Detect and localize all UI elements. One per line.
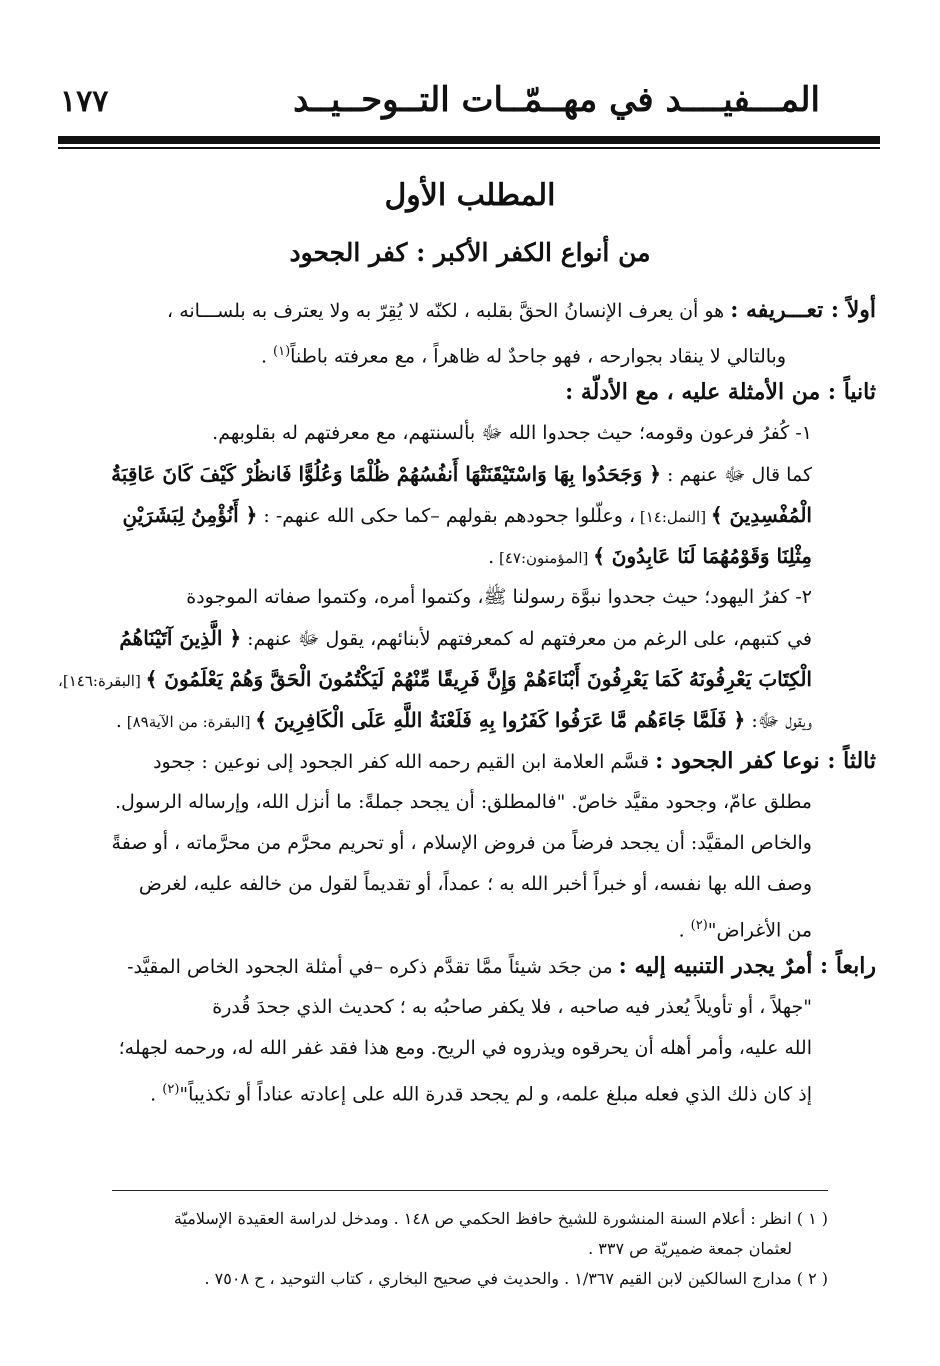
paragraph-text: . [150, 1083, 163, 1106]
footnote-line [80, 1264, 828, 1294]
quran-verse: مِثْلِنَا وَقَوْمُهُمَا لَنَا عَابِدُونَ ﴾ [593, 544, 812, 568]
footnote-text: مدارج السالكين لابن القيم ١/٣٦٧ . والحديث في صحيح البخاري ، كتاب التوحيد ، ح ٧٥٠٨ . [204, 1269, 797, 1288]
paragraph-text: إذ كان ذلك الذي فعله مبلغ علمه، و لم يجحد قدرة الله على إعادته عناداً أو تكذيباً" [179, 1083, 812, 1106]
paragraph-text: ، وعلّلوا جحودهم بقولهم –كما حكى الله عنهم- : [257, 505, 636, 527]
footnote-number: ( ٢ ) [796, 1269, 828, 1288]
quran-verse: ﴿ فَلَمَّا جَاءَهُم مَّا عَرَفُوا كَفَرُوا بِهِ فَلَعْنَةُ اللَّهِ عَلَى الْكَافِرِينَ ﴾ [255, 708, 746, 732]
paragraph-text: "جهلاً ، أو تأويلاً يُعذر فيه صاحبه ، فلا يكفر صاحبُه به ؛ كحديث الذي جحدَ قُدرة [212, 996, 812, 1018]
paragraph-line [58, 659, 876, 700]
paragraph-line [66, 331, 876, 372]
paragraph-line [66, 864, 876, 905]
footnote-marker: (٢) [690, 918, 708, 933]
footnote-marker: (٢) [162, 1082, 180, 1097]
paragraph-line [66, 782, 876, 823]
paragraph-heading: رابعاً : أمرٌ يجدر التنبيه إليه : [618, 953, 876, 979]
paragraph-text: . [260, 345, 274, 368]
quran-verse: الْمُفْسِدِينَ ﴾ [710, 503, 812, 527]
paragraph-line [66, 987, 876, 1028]
section-subtitle: من أنواع الكفر الأكبر : كفر الجحود [289, 238, 651, 267]
footnote-text: لعثمان جمعة ضميريّة ص ٣٣٧ . [588, 1239, 792, 1258]
paragraph-text: ٢- كفرُ اليهود؛ حيث جحدوا نبوَّة رسولنا ﷺ، وكتموا أمره، وكتموا صفاته الموجودة [186, 586, 812, 608]
paragraph-line [66, 946, 876, 987]
paragraph-text: الله عليه، وأمر أهله أن يحرقوه ويذروه في الريح. ومع هذا فقد غفر الله له، ورحمه لجهله؛ [118, 1037, 812, 1059]
paragraph-line [66, 290, 876, 331]
paragraph-line [66, 823, 876, 864]
paragraph-text: من الأغراض" [707, 919, 812, 942]
paragraph-text: ويقول ﷻ: [745, 710, 812, 732]
footnote-rule [112, 1190, 828, 1191]
paragraph-line [66, 618, 876, 659]
paragraph-text: هو أن يعرف الإنسانُ الحقَّ بقلبه ، لكنّه لا يُقِرّ به ولا يعترف به بلســـانه ، [167, 300, 731, 322]
paragraph-text: في كتبهم، على الرغم من معرفتهم له كمعرفتهم لأبنائهم، يقول ﷻ عنهم: [241, 628, 812, 650]
running-title: المـــفيــــد في مهــمّــات التــوحــيــد [293, 80, 820, 120]
paragraph-line [66, 495, 876, 536]
paragraph-text: . [115, 710, 122, 732]
body-text [58, 290, 876, 1110]
paragraph-line [66, 577, 876, 618]
paragraph-text: وصف الله بها نفسه، أو خبراً أخبر الله به ؛ عمداً، أو تقديماً لقول من خالفه عليه، لغرض [138, 873, 812, 895]
verse-reference: [النمل:١٤] [635, 508, 711, 526]
paragraph-text: قسَّم العلامة ابن القيم رحمه الله كفر الجحود إلى نوعين : جحود [153, 751, 656, 773]
paragraph-line [66, 741, 876, 782]
paragraph-text: ١- كُفرُ فرعون وقومه؛ حيث جحدوا الله ﷻ بألسنتهم، مع معرفتهم له بقلوبهم. [212, 422, 812, 444]
verse-reference: [المؤمنون:٤٧] [494, 549, 594, 567]
header-rule-thin [58, 147, 880, 149]
page-number: ١٧٧ [60, 84, 109, 119]
quran-verse: ﴿ وَجَحَدُوا بِهَا وَاسْتَيْقَنَتْهَا أَنفُسُهُمْ ظُلْمًا وَعُلُوًّا فَانظُرْ كَيْفَ كَانَ عَاقِبَةُ [111, 462, 661, 486]
paragraph-text: . [678, 919, 691, 942]
footnote-number: ( ١ ) [796, 1209, 828, 1228]
paragraph-text: مطلق عامّ، وجحود مقيَّد خاصّ. "فالمطلق: أن يجحد جملةً: ما أنزل الله، وإرساله الرسول. [114, 791, 812, 813]
paragraph-text: من جحَد شيئاً ممَّا تقدَّم ذكره –في أمثلة الجحود الخاص المقيَّد- [127, 956, 619, 978]
footnotes [80, 1204, 828, 1294]
paragraph-line [66, 1069, 876, 1110]
paragraph-line [66, 905, 876, 946]
paragraph-line [66, 1028, 876, 1069]
paragraph-text: وبالتالي لا ينقاد بجوارحه ، فهو جاحدٌ له ظاهراً ، مع معرفته باطناً [290, 345, 786, 368]
footnote-text: انظر : أعلام السنة المنشورة للشيخ حافظ الحكمي ص ١٤٨ . ومدخل لدراسة العقيدة الإسلاميّة [173, 1209, 797, 1228]
paragraph-line [66, 372, 876, 413]
quran-verse: ﴿ أَنُؤْمِنُ لِبَشَرَيْنِ [122, 503, 258, 527]
quran-verse: الْكِتَابَ يَعْرِفُونَهُ كَمَا يَعْرِفُونَ أَبْنَاءَهُمْ وَإِنَّ فَرِيقًا مِّنْهُمْ لَيَكْتُمُونَ الْحَقَّ وَهُمْ يَعْلَمُونَ ﴾ [145, 667, 812, 691]
verse-reference: [البقرة:١٤٦]، [58, 672, 146, 690]
paragraph-line [66, 536, 876, 577]
section-title: المطلب الأول [384, 178, 556, 213]
paragraph-line [66, 700, 876, 741]
paragraph-text: والخاص المقيَّد: أن يجحد فرضاً من فروض الإسلام ، أو تحريم محرَّم من محرَّماته ، أو صفةً [111, 832, 812, 854]
footnote-marker: (١) [273, 344, 291, 359]
verse-reference: [البقرة: من الآية٨٩] [121, 713, 256, 731]
paragraph-line [66, 413, 876, 454]
quran-verse: ﴿ الَّذِينَ آتَيْنَاهُمُ [119, 626, 242, 650]
paragraph-text: كما قال ﷻ عنهم : [660, 464, 812, 486]
paragraph-heading: أولاً : تعـــريفه : [730, 297, 876, 323]
paragraph-heading: ثالثاً : نوعا كفر الجحود : [655, 748, 876, 774]
footnote-line [80, 1204, 828, 1234]
paragraph-heading: ثانياً : من الأمثلة عليه ، مع الأدلّة : [565, 379, 876, 405]
header-rule-thick [58, 136, 880, 144]
paragraph-text: . [488, 546, 495, 568]
footnote-line [80, 1234, 828, 1264]
paragraph-line [66, 454, 876, 495]
